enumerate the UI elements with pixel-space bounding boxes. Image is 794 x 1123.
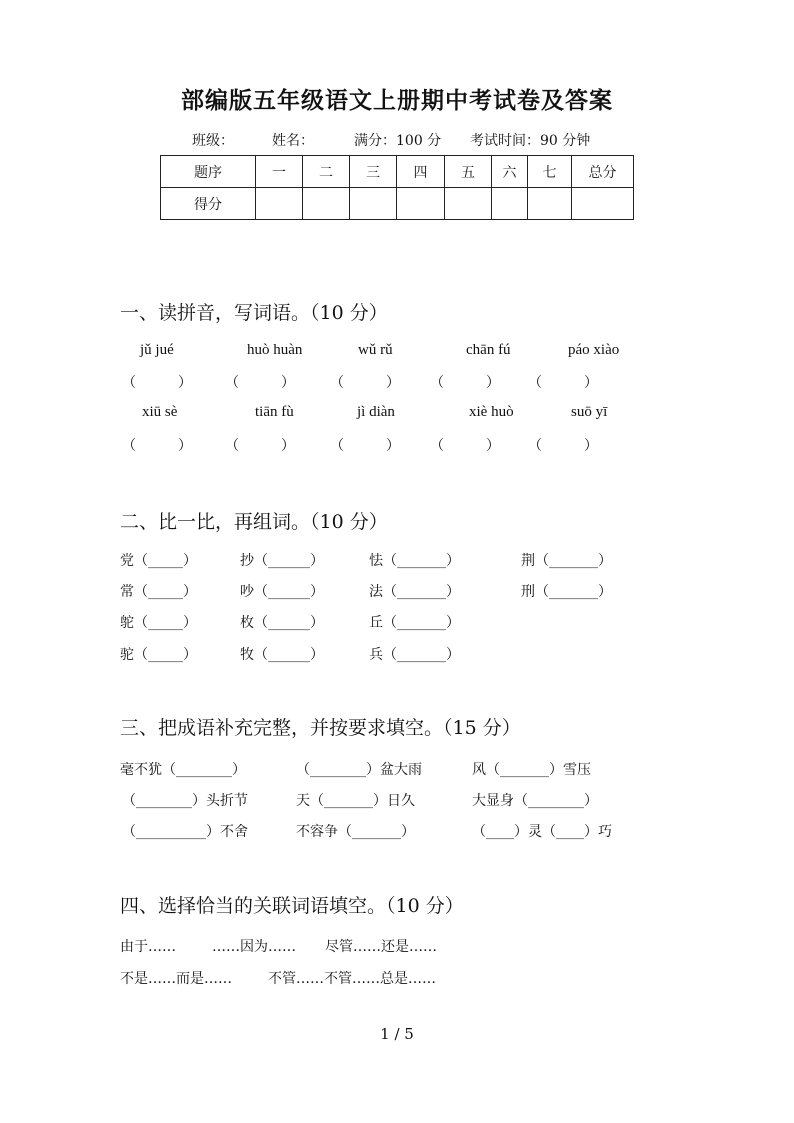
compare-item[interactable]: 抄（______） [240,553,324,569]
score-table-score-row [161,188,634,220]
score-header-cell: 五 [445,156,492,188]
section-1-heading: 一、读拼音，写词语。（10 分） [120,302,388,324]
exam-time-label: 考试时间：90 分钟 [470,133,591,149]
score-header-cell: 一 [256,156,303,188]
compare-item[interactable]: 丘（_______） [369,615,460,631]
answer-blank[interactable]: （ ） [122,438,192,454]
pinyin-item: chān fú [466,342,511,358]
score-input-cell[interactable] [350,188,397,220]
pinyin-item: suō yī [571,404,608,420]
compare-item[interactable]: 怯（_______） [369,553,460,569]
name-field-label: 姓名： [272,133,314,149]
compare-item[interactable]: 枚（______） [240,615,324,631]
section-3-heading: 三、把成语补充完整，并按要求填空。（15 分） [120,717,521,739]
score-input-cell[interactable] [572,188,634,220]
score-input-cell[interactable] [397,188,445,220]
score-header-cell: 六 [492,156,528,188]
compare-item[interactable]: 鸵（_____） [120,615,197,631]
pinyin-item: jì diàn [357,404,395,420]
compare-item[interactable]: 驼（_____） [120,647,197,663]
idiom-item[interactable]: （____）灵（____）巧 [472,824,612,840]
compare-item[interactable]: 常（_____） [120,584,197,600]
score-input-cell[interactable] [303,188,350,220]
idiom-item[interactable]: （________）头折节 [122,793,248,809]
compare-item[interactable]: 吵（______） [240,584,324,600]
conjunction-option: 尽管……还是…… [325,939,437,955]
section-4-heading: 四、选择恰当的关联词语填空。（10 分） [120,895,464,917]
score-header-cell: 二 [303,156,350,188]
answer-blank[interactable]: （ ） [225,438,295,454]
score-header-cell: 总分 [572,156,634,188]
answer-blank[interactable]: （ ） [528,438,598,454]
answer-blank[interactable]: （ ） [225,375,295,391]
answer-blank[interactable]: （ ） [330,375,400,391]
compare-item[interactable]: 牧（______） [240,647,324,663]
idiom-item[interactable]: 风（_______）雪压 [472,762,591,778]
idiom-item[interactable]: 大显身（________） [472,793,598,809]
score-input-cell[interactable] [256,188,303,220]
section-2-heading: 二、比一比，再组词。（10 分） [120,511,388,533]
pinyin-item: xiè huò [469,404,514,420]
compare-item[interactable]: 兵（_______） [369,647,460,663]
pinyin-item: páo xiào [568,342,620,358]
answer-blank[interactable]: （ ） [330,438,400,454]
idiom-item[interactable]: 毫不犹（________） [120,762,246,778]
full-score-label: 满分：100 分 [354,133,442,149]
idiom-item[interactable]: （________）盆大雨 [296,762,422,778]
pinyin-item: wǔ rǔ [358,342,393,358]
score-input-cell[interactable] [492,188,528,220]
pinyin-item: jǔ jué [140,342,174,358]
score-header-cell: 三 [350,156,397,188]
score-header-cell: 四 [397,156,445,188]
score-input-cell[interactable] [528,188,572,220]
score-table-header-row [161,156,634,188]
idiom-item[interactable]: 不容争（_______） [296,824,415,840]
conjunction-option: ……因为…… [212,939,296,955]
idiom-item[interactable]: 天（_______）日久 [296,793,415,809]
page-number: 1 / 5 [380,1025,414,1043]
answer-blank[interactable]: （ ） [122,375,192,391]
class-field-label: 班级： [192,133,234,149]
compare-item[interactable]: 荆（_______） [521,553,612,569]
score-row-label: 得分 [161,188,256,220]
conjunction-option: 不是……而是…… [120,971,232,987]
conjunction-option: 不管……不管……总是…… [268,971,436,987]
answer-blank[interactable]: （ ） [430,375,500,391]
idiom-item[interactable]: （__________）不舍 [122,824,248,840]
pinyin-item: tiān fù [255,404,294,420]
page-title: 部编版五年级语文上册期中考试卷及答案 [181,87,613,114]
score-input-cell[interactable] [445,188,492,220]
compare-item[interactable]: 刑（_______） [521,584,612,600]
answer-blank[interactable]: （ ） [430,438,500,454]
conjunction-option: 由于…… [120,939,176,955]
compare-item[interactable]: 法（_______） [369,584,460,600]
pinyin-item: huò huàn [247,342,303,358]
compare-item[interactable]: 党（_____） [120,553,197,569]
pinyin-item: xiū sè [142,404,178,420]
score-header-cell: 七 [528,156,572,188]
score-header-cell: 题序 [161,156,256,188]
answer-blank[interactable]: （ ） [528,375,598,391]
score-table [160,155,634,220]
